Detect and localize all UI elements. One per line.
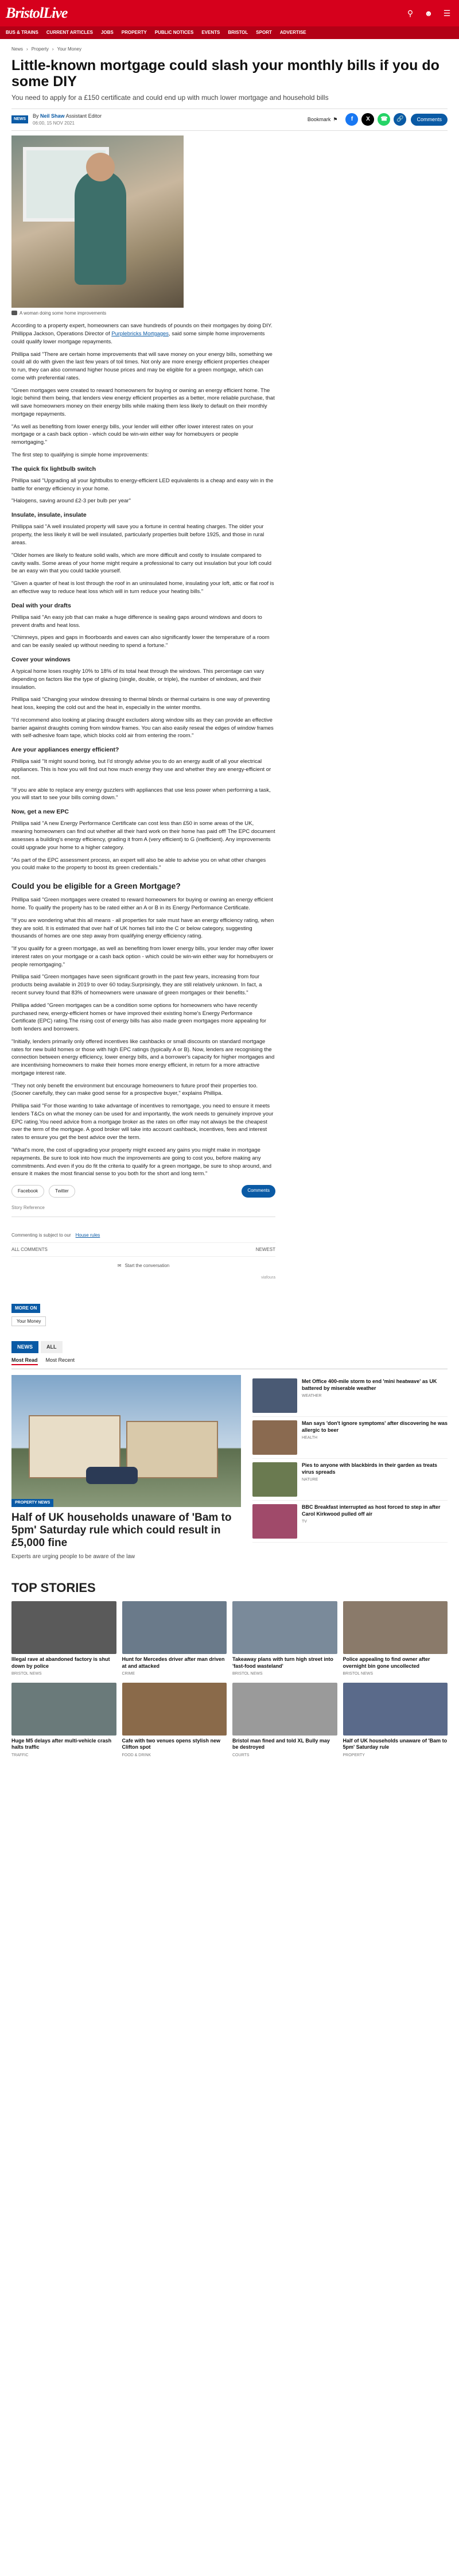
thumbnail (252, 1462, 297, 1497)
paragraph: "As part of the EPC assessment process, an expert will also be able to advise you on what other changes you could make to the property to boost its green credentials." (11, 857, 266, 871)
paragraph: Phillipa said "It might sound boring, but I'd strongly advise you to do an energy audit of all your electrical appliances. This is how you will find out how much energy they use and whether they are energy-efficient or not. (11, 758, 271, 781)
section-heading: Could you be eligible for a Green Mortgage? (11, 881, 181, 891)
tab-most-read[interactable]: Most Read (11, 1357, 38, 1365)
nav-item[interactable]: PROPERTY (121, 30, 147, 36)
article-headline: Little-known mortgage could slash your monthly bills if you do some DIY (11, 57, 439, 90)
subheading: Deal with your drafts (11, 602, 71, 609)
bottom-comments-button[interactable]: Comments (242, 1185, 275, 1198)
breadcrumb-item[interactable]: News (11, 47, 24, 52)
most-read-lead[interactable] (11, 1375, 241, 1561)
tab-all[interactable]: ALL (41, 1341, 63, 1353)
top-bar (0, 0, 459, 26)
paragraph: "What's more, the cost of upgrading your property might exceed any gains you might make in mortgage repayments. Be sure to look into how much the improvements are going to cost you, before making any commitments. And even if you do fit the criteria to qualify for a green mortgage, be sure to shop around, and ensure it makes the most financial sense to you both for the short and long term." (11, 1147, 272, 1177)
paragraph: "I'd recommend also looking at placing draught excluders along window sills as they can provide an effective barrier against draughts coming from window frames. You can also easily reseal the edges of window frames with self-adhesive foam tape, which blocks cold air from entering the room." (11, 716, 274, 739)
paragraph: According to a property expert, homeowners can save hundreds of pounds on their mortgages by doing DIY. Phillippa Jackson, Operations Director of Purplebricks Mortgages, said some simple home improvements could qualify lower mortgage repayments. (11, 323, 273, 345)
follow-row (11, 1185, 275, 1198)
paragraph: Phillipa said "There are certain home improvements that will save money on your energy bills, something we could all do with given the last few years of toil times. Not only are more energy efficient properties cheaper to run, they can also command higher house prices and may be eligible for a green mortgage, which can come with preferential rates. (11, 351, 273, 381)
paragraph: Phillippa said "A well insulated property will save you a fortune in central heating charges. The older your property, the less likely it will be well insulated, particularly properties built before 1925, and those in rural areas. (11, 524, 264, 546)
paragraph: "Halogens, saving around £2-3 per bulb per year" (11, 498, 131, 505)
nav-item[interactable]: EVENTS (201, 30, 220, 36)
purplebricks-link[interactable]: Purplebricks Mortgages (111, 330, 169, 337)
most-read-grid (11, 1375, 448, 1561)
bookmark-icon: ⚑ (333, 116, 338, 122)
thumbnail (122, 1601, 227, 1654)
author-link[interactable]: Neil Shaw (40, 113, 65, 119)
comments-provider: viafoura (261, 1276, 275, 1280)
facebook-share-icon[interactable]: f (345, 113, 358, 126)
subheading: Cover your windows (11, 656, 71, 663)
thumbnail (11, 1601, 116, 1654)
paragraph: "Older homes are likely to feature solid walls, which are more difficult and costly to insulate compared to cavity walls. Some areas of your home might require a professional to carry out insulation but your loft could be an easy win that you could tackle yourself. (11, 552, 272, 575)
most-read-tabs (11, 1353, 448, 1369)
paragraph: Phillipa said "For those wanting to take advantage of incentives to remortgage, you need to ensure it meets lenders T&Cs on what the money can be used for and importantly, the work needs to genuinely improve your EPC rating.You need advice from a mortgage broker as the rates on offer may not always be the cheapest over the term of the mortgage. A good broker will take into account cashback, incentives, fees and interest rates to ensure you get the best advice over the term. (11, 1103, 274, 1141)
site-logo[interactable]: BristolLive (6, 5, 68, 22)
story-card[interactable]: Half of UK households unaware of 'Bam to 5pm' Saturday rule PROPERTY (343, 1683, 448, 1758)
list-item[interactable]: Pies to anyone with blackbirds in their garden as treats virus spreads NATURE (252, 1459, 448, 1501)
thumbnail (343, 1601, 448, 1654)
comments-button[interactable]: Comments (411, 114, 448, 126)
list-item[interactable]: Met Office 400-mile storm to end 'mini heatwave' as UK battered by miserable weather WEATHER (252, 1375, 448, 1417)
thumbnail (252, 1378, 297, 1413)
user-icon[interactable]: ☻ (424, 8, 433, 18)
comments-section: Commenting is subject to our House rules ALL COMMENTS NEWEST ✉ Start the conversation viafoura (11, 1229, 275, 1281)
more-on-label: MORE ON (11, 1304, 40, 1313)
thumbnail (252, 1420, 297, 1455)
start-conversation[interactable]: Start the conversation (125, 1263, 170, 1269)
camera-icon (11, 311, 17, 315)
story-card[interactable]: Bristol man fined and told XL Bully may be destroyed COURTS (232, 1683, 337, 1758)
list-item[interactable]: BBC Breakfast interrupted as host forced to step in after Carol Kirkwood pulled off air TV (252, 1501, 448, 1543)
paragraph: "Initially, lenders primarily only offered incentives like cashbacks or small discounts on standard mortgage rates for new build homes or those with high EPC ratings (typically A or B). Now, lenders are recognising the connection between energy efficiency, lower energy bills, and a borrower's capacity for higher mortgages and are incentivising homeowners to make their homes more energy efficient, in return for a more attractive mortgage interest rate. (11, 1038, 275, 1076)
paragraph: "If you are wondering what this all means - all properties for sale must have an energy efficiency rating, when they are sold. It is estimated that over half of UK homes fall into the C or below category, suggesting thousands of homes are one step away from qualifying energy efficiency rating. (11, 917, 274, 940)
nav-item[interactable]: JOBS (100, 30, 114, 36)
top-stories-title: TOP STORIES (11, 1580, 96, 1595)
more-on-section (11, 1304, 275, 1330)
story-card[interactable]: Takeaway plans with turn high street into 'fast-food wasteland' BRISTOL NEWS (232, 1601, 337, 1677)
lead-summary: Experts are urging people to be aware of the law (11, 1554, 135, 1560)
top-stories-section (11, 1579, 448, 1758)
byline: By Neil Shaw Assistant Editor (33, 113, 102, 119)
thumbnail (232, 1601, 337, 1654)
paragraph: "As well as benefiting from lower energy bills, your lender will either offer lower interest rates on your mortgage or a cash back option - which could be win-win either way for homebuyers or people remortgaging." (11, 423, 254, 446)
subheading: Insulate, insulate, insulate (11, 512, 87, 519)
menu-icon[interactable]: ☰ (443, 8, 451, 18)
lead-headline[interactable]: Half of UK households unaware of 'Bam to 5pm' Saturday rule which could result in £5,000 fine (11, 1512, 232, 1550)
thumbnail (232, 1683, 337, 1736)
house-rules-link[interactable]: House rules (75, 1233, 100, 1238)
image-caption: A woman doing some home improvements (11, 310, 275, 317)
story-card[interactable]: Huge M5 delays after multi-vehicle crash halts traffic TRAFFIC (11, 1683, 116, 1758)
all-comments-tab[interactable]: ALL COMMENTS (11, 1246, 48, 1252)
breadcrumb-item[interactable]: Your Money (57, 47, 81, 52)
story-card[interactable]: Cafe with two venues opens stylish new Clifton spot FOOD & DRINK (122, 1683, 227, 1758)
whatsapp-share-icon[interactable]: ☎ (378, 113, 390, 126)
publish-date: 06:00, 15 NOV 2021 (33, 121, 75, 126)
paragraph: "They not only benefit the environment but encourage homeowners to future proof their properties too. (Sooner carefully, they can make good sense for a prospective buyer," explains Phillipa. (11, 1082, 258, 1097)
byline-bar (11, 109, 448, 131)
paragraph: "If you are able to replace any energy guzzlers with appliances that use less power when performing a task, you will start to see your bills coming down." (11, 787, 271, 801)
story-card[interactable]: Police appealing to find owner after overnight bin gone uncollected BRISTOL NEWS (343, 1601, 448, 1677)
tab-most-recent[interactable]: Most Recent (45, 1357, 75, 1363)
story-card[interactable]: Hunt for Mercedes driver after man driven at and attacked CRIME (122, 1601, 227, 1677)
news-tabs (11, 1341, 448, 1353)
thumbnail (343, 1683, 448, 1736)
nav-item[interactable]: SPORT (256, 30, 272, 36)
share-buttons (345, 113, 406, 126)
hero-image (11, 135, 184, 308)
nav-item[interactable]: BUS & TRAINS (6, 30, 38, 36)
paragraph: Phillipa said "Upgrading all your lightbulbs to energy-efficient LED equivalents is a cheap and easy win in the battle for energy efficiency in your home. (11, 477, 274, 492)
most-read-list (252, 1375, 448, 1561)
thumbnail (252, 1504, 297, 1539)
sort-dropdown[interactable]: NEWEST (255, 1246, 275, 1252)
paragraph: "Given a quarter of heat is lost through the roof in an uninsulated home, insulating your loft, attic or flat roof is an effective way to reduce heat loss which will in turn reduce your heating bills." (11, 580, 274, 595)
paragraph: Phillipa said "Changing your window dressing to thermal blinds or thermal curtains is one way of preventing heat loss, keeping the cold out and the heat in, especially in the winter months. (11, 696, 270, 711)
facebook-follow-button[interactable]: Facebook (11, 1185, 44, 1198)
paragraph: Phillipa said "An easy job that can make a huge difference is sealing gaps around windows and doors to prevent drafts and heat loss. (11, 614, 262, 629)
chat-icon: ✉ (117, 1263, 122, 1269)
paragraph: "If you qualify for a green mortgage, as well as benefiting from lower energy bills, your lender may offer lower interest rates on your mortgage or a cash back option - which could be win-win either way for homebuyers or people remortgaging." (11, 946, 274, 968)
paragraph: Phillipa added "Green mortgages can be a condition some options for homeowners who have recently purchased new, energy-efficient homes or have improved their existing home's Energy Performance Certificate (EPC) rating.The rising cost of energy bills has also made green mortgages more appealing for both lenders and borrowers. (11, 1002, 267, 1033)
article-body (11, 135, 275, 1330)
bookmark-button[interactable]: Bookmark ⚑ (308, 116, 338, 123)
paragraph: Phillipa said "A new Energy Performance Certificate can cost less than £50 in some areas of the UK, meaning homeowners can find out whether all their hard work on their home has paid off! The EPC document assesses a building's energy efficiency, grading it from A (very efficient) to G (inefficient). Any improvements could upgrade your home to a higher category. (11, 820, 275, 851)
breadcrumb-item[interactable]: Property (31, 47, 49, 52)
paragraph: Phillipa said "Green mortgages have seen significant growth in the past few years, increasing from four products being available in 2019 to over 60 today.Surprisingly, they are still relatively unknown. In fact, a recent survey found that 83% of homeowners were unaware of green mortgages or their benefits." (11, 974, 262, 996)
article-standfirst: You need to apply for a £150 certificate and could end up with much lower mortgage and household bills (11, 93, 329, 102)
search-icon[interactable]: ⚲ (407, 8, 414, 18)
category-badge: PROPERTY NEWS (11, 1499, 53, 1507)
subheading: Are your appliances energy efficient? (11, 746, 119, 754)
paragraph: Phillipa said "Green mortgages were created to reward homeowners for buying or owning an energy efficient home. To qualify the property has to be rated either an A or B in its Energy Performance Certificate. (11, 897, 273, 912)
thumbnail (11, 1683, 116, 1736)
paragraph: The first step to qualifying is simple home improvements: (11, 451, 149, 458)
story-reference: Story Reference (11, 1204, 275, 1218)
nav-item[interactable]: ADVERTISE (279, 30, 306, 36)
x-share-icon[interactable]: X (361, 113, 374, 126)
nav-item[interactable]: PUBLIC NOTICES (154, 30, 194, 36)
paragraph: "Green mortgages were created to reward homeowners for buying or owning an energy efficient home. The logic behind them being, that lenders view energy efficient properties as a better, more reliable purchase, that will save homeowners money on their energy bills while making them less likely to default on their monthly mortgage repayments. (11, 387, 275, 417)
subheading: Now, get a new EPC (11, 808, 69, 816)
news-badge: NEWS (11, 115, 28, 123)
paragraph: A typical home loses roughly 10% to 18% of its total heat through the windows. This percentage can vary depending on factors like the type of glazing (single, double, or triple), the number of windows, and their insulation. (11, 668, 264, 691)
nav-item[interactable]: CURRENT ARTICLES (46, 30, 93, 36)
paragraph: "Chimneys, pipes and gaps in floorboards and eaves can also significantly lower the temperature of a room and can be easily sealed up without needing to spend a fortune." (11, 634, 270, 649)
tab-news[interactable]: NEWS (11, 1341, 38, 1353)
section-nav (0, 26, 459, 39)
topic-tag[interactable]: Your Money (11, 1316, 46, 1327)
lead-image (11, 1375, 241, 1507)
list-item[interactable]: Man says 'don't ignore symptoms' after discovering he was allergic to beer HEALTH (252, 1417, 448, 1459)
subheading: The quick fix lightbulb switch (11, 465, 96, 472)
thumbnail (122, 1683, 227, 1736)
nav-item[interactable]: BRISTOL (228, 30, 248, 36)
story-card[interactable]: Illegal rave at abandoned factory is shut down by police BRISTOL NEWS (11, 1601, 116, 1677)
twitter-follow-button[interactable]: Twitter (49, 1185, 75, 1198)
link-share-icon[interactable]: 🔗 (394, 113, 406, 126)
breadcrumb: News › Property › Your Money (11, 47, 81, 52)
